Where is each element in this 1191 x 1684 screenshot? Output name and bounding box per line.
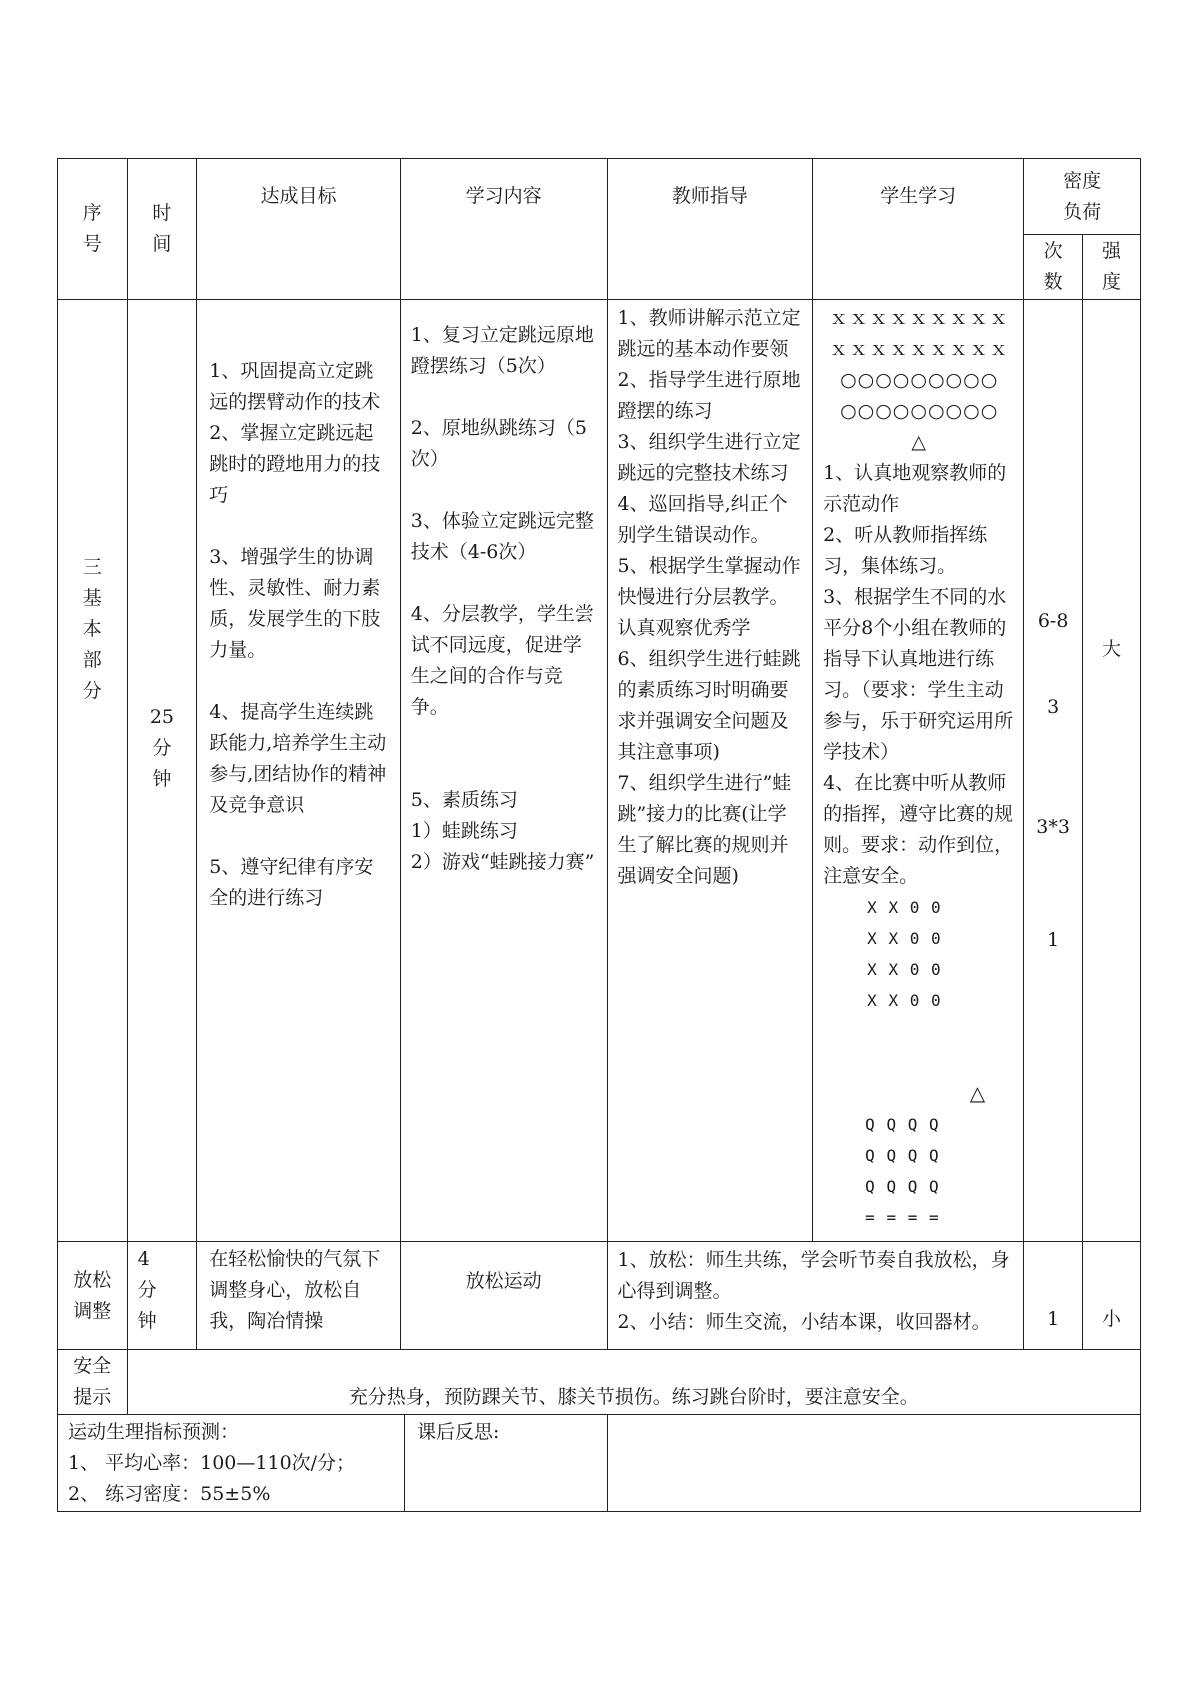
safety-text: 充分热身，预防踝关节、膝关节损伤。练习跳台阶时，要注意安全。 <box>127 1350 1140 1415</box>
header-intensity: 强 度 <box>1083 235 1141 300</box>
count-value: 3*3 <box>1036 816 1070 838</box>
footer-cell <box>58 1415 608 1512</box>
header-teacher: 教师指导 <box>607 159 813 300</box>
reflection-space <box>607 1415 1141 1512</box>
main-teacher-guide: 1、教师讲解示范立定跳远的基本动作要领 2、指导学生进行原地蹬摆的练习 3、组织学生进行立定跳远的完整技术练习 4、巡回指导,纠正个别学生错误动作。 5、根据学生掌握动作快慢进行分层教学。认真观察优秀学 6、组织学生进行蛙跳的素质练习时明确要求并强调安全问题及其注意事项) 7、组织学生进行”蛙跳”接力的比赛(让学生了解比赛的规则并强调安全问题) <box>607 300 813 1242</box>
safety-row <box>58 1350 1141 1415</box>
main-content: 1、复习立定跳远原地蹬摆练习（5次） 2、原地纵跳练习（5次） 3、体验立定跳远完整技术（4-6次） 4、分层教学，学生尝试不同远度，促进学生之间的合作与竞争。 5、素质练习 1）蛙跳练习 2）游戏“蛙跳接力赛” <box>400 300 607 1242</box>
relax-content: 放松运动 <box>400 1242 607 1350</box>
header-seq: 序 号 <box>58 159 128 300</box>
count-value: 3 <box>1047 696 1060 718</box>
main-time: 25 分 钟 <box>127 300 197 1242</box>
formation-diagram-bottom: Q Q Q Q Q Q Q Q Q Q Q Q = = = = <box>865 1115 940 1227</box>
header-row <box>58 159 1141 235</box>
formation-diagram-relay: X X 0 0 X X 0 0 X X 0 0 X X 0 0 <box>867 898 942 1010</box>
teacher-position-marker: △ <box>969 1081 986 1105</box>
post-class-reflection: 课后反思: <box>417 1421 500 1443</box>
student-activities: 1、认真地观察教师的示范动作 2、听从教师指挥练习，集体练习。 3、根据学生不同的水平分8个小组在教师的指导下认真地进行练习。（要求：学生主动参与，乐于研究运用所学技术） 4、在比赛中听从教师的指挥，遵守比赛的规则。要求：动作到位，注意安全。 <box>823 462 1014 887</box>
lesson-plan-table <box>57 158 1141 1512</box>
relax-guide: 1、放松：师生共练，学会听节奏自我放松，身心得到调整。 2、小结：师生交流，小结本课，收回器材。 <box>607 1242 1024 1350</box>
header-student: 学生学习 <box>813 159 1024 300</box>
main-intensity: 大 <box>1083 300 1141 1242</box>
main-seq: 三 基 本 部 分 <box>58 300 128 1242</box>
main-counts <box>1024 300 1083 1242</box>
relax-section-row <box>58 1242 1141 1350</box>
relax-time: 4 分 钟 <box>127 1242 197 1350</box>
count-value: 1 <box>1047 929 1060 951</box>
relax-count: 1 <box>1024 1242 1083 1350</box>
physiological-indicators: 运动生理指标预测： 1、 平均心率：100—110次/分； 2、 练习密度：55±5% <box>58 1415 405 1511</box>
relax-seq: 放松 调整 <box>58 1242 128 1350</box>
header-goal: 达成目标 <box>197 159 401 300</box>
header-time: 时 间 <box>127 159 197 300</box>
header-density: 密度 负荷 <box>1024 159 1141 235</box>
main-section-row <box>58 300 1141 1242</box>
main-student-learning <box>813 300 1024 1242</box>
footer-row <box>58 1415 1141 1512</box>
relax-goals: 在轻松愉快的气氛下调整身心，放松自我，陶冶情操 <box>197 1242 401 1350</box>
header-content: 学习内容 <box>400 159 607 300</box>
relax-intensity: 小 <box>1083 1242 1141 1350</box>
safety-label: 安全 提示 <box>58 1350 128 1415</box>
main-goals: 1、巩固提高立定跳远的摆臂动作的技术 2、掌握立定跳远起跳时的蹬地用力的技巧 3、增强学生的协调性、灵敏性、耐力素质，发展学生的下肢力量。 4、提高学生连续跳跃能力,培养学生主动参与,团结协作的精神及竞争意识 5、遵守纪律有序安全的进行练习 <box>197 300 401 1242</box>
count-value: 6-8 <box>1037 610 1069 632</box>
header-count: 次 数 <box>1024 235 1083 300</box>
formation-diagram-top: ｘｘｘｘｘｘｘｘｘ ｘｘｘｘｘｘｘｘｘ ○○○○○○○○○ ○○○○○○○○○ △ <box>829 307 1010 453</box>
lesson-plan-document <box>57 158 1141 1512</box>
